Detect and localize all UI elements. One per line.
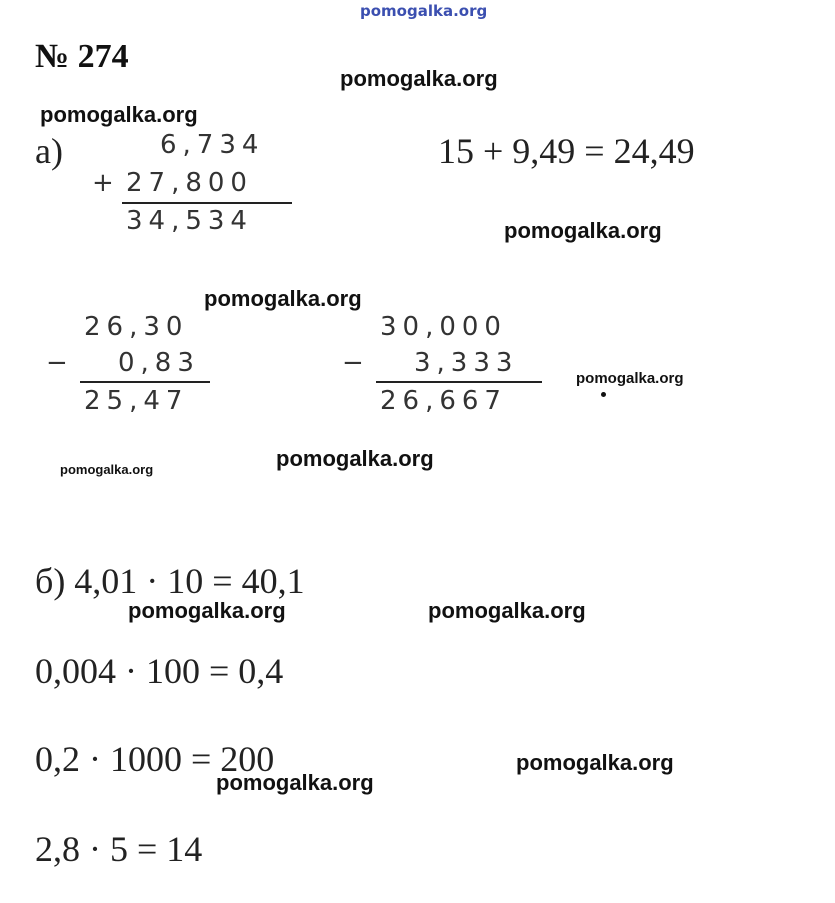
watermark: pomogalka.org [128,598,286,623]
watermark: pomogalka.org [340,66,498,91]
addition-operator: + [92,168,114,198]
watermark: pomogalka.org [60,462,154,477]
watermark: pomogalka.org [276,446,434,471]
subtraction-2-operator: − [342,348,364,378]
part-b-line-3: 0,2 · 1000 = 200 [35,739,275,779]
problem-number: № 274 [35,38,129,75]
subtraction-2-minuend: 30,000 [380,312,507,342]
addition-rule [122,202,292,204]
part-a-label: а) [35,131,63,171]
part-b-line-4: 2,8 · 5 = 14 [35,829,203,869]
addition-operand-1: 6,734 [160,130,265,160]
watermark: pomogalka.org [428,598,586,623]
addition-operand-2: 27,800 [126,168,253,198]
addition-result: 34,534 [126,206,253,236]
subtraction-1-rule [80,381,210,383]
subtraction-2-result: 26,667 [380,386,507,416]
subtraction-1-subtrahend: 0,83 [118,348,200,378]
watermark: pomogalka.org [204,286,362,311]
subtraction-1-operator: − [46,348,68,378]
subtraction-1-result: 25,47 [84,386,189,416]
equation-sum: 15 + 9,49 = 24,49 [438,131,695,171]
site-header-link[interactable]: pomogalka.org [360,2,488,20]
watermark: pomogalka.org [216,770,374,795]
subtraction-2-subtrahend: 3,333 [414,348,519,378]
subtraction-2-rule [376,381,542,383]
watermark: pomogalka.org [576,370,684,387]
dot-marker [601,392,606,397]
part-b-line-1: б) 4,01 · 10 = 40,1 [35,561,305,601]
watermark: pomogalka.org [516,750,674,775]
watermark: pomogalka.org [40,102,198,127]
subtraction-1-minuend: 26,30 [84,312,189,342]
watermark: pomogalka.org [504,218,662,243]
part-b-line-2: 0,004 · 100 = 0,4 [35,651,284,691]
